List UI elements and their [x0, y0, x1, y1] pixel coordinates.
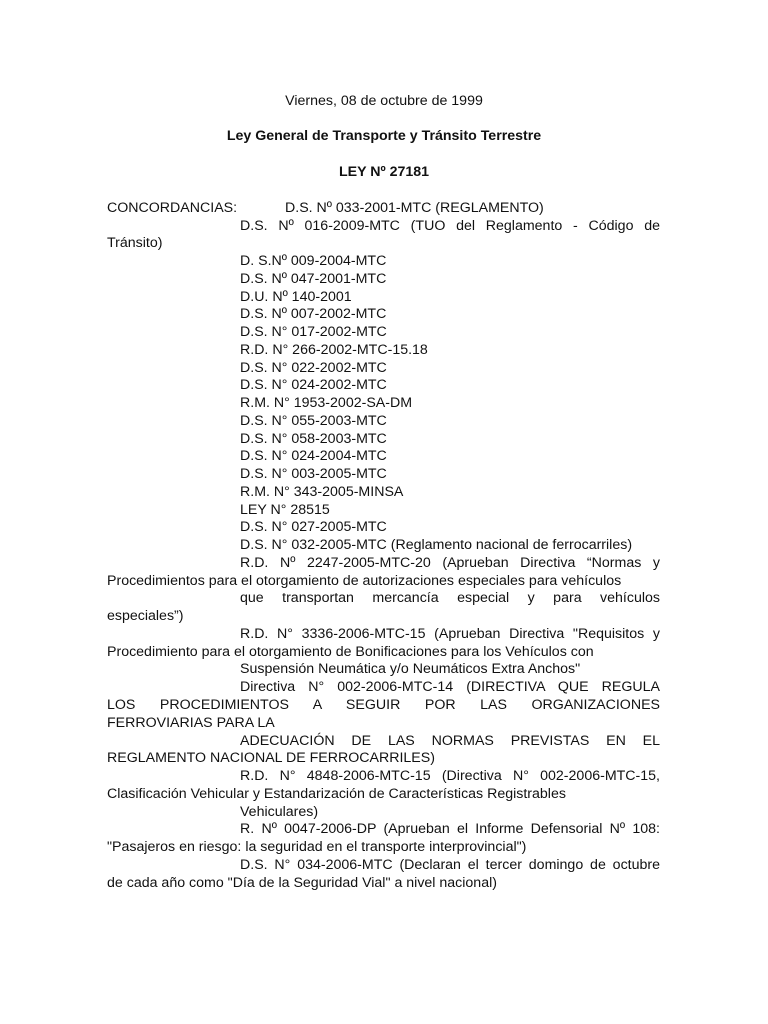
concordancia-line: D.S. N° 027-2005-MTC	[240, 519, 387, 535]
concordancia-line: D.S. Nº 016-2009-MTC (TUO del Reglamento - Código de	[240, 218, 660, 234]
concordancia-line: D. S.Nº 009-2004-MTC	[240, 253, 387, 269]
concordancia-line: D.S. N° 024-2002-MTC	[240, 377, 387, 393]
concordancia-line: LEY N° 28515	[240, 502, 330, 518]
concordancia-first: D.S. Nº 033-2001-MTC (REGLAMENTO)	[285, 200, 544, 216]
concordancia-line: D.S. N° 055-2003-MTC	[240, 413, 387, 429]
concordancia-line: D.S. N° 058-2003-MTC	[240, 431, 387, 447]
concordancia-line: Directiva N° 002-2006-MTC-14 (DIRECTIVA QUE REGULA	[240, 679, 660, 695]
concordancias-label: CONCORDANCIAS:	[107, 200, 238, 216]
concordancia-line: D.S. Nº 047-2001-MTC	[240, 271, 387, 287]
concordancia-line: R.M. N° 343-2005-MINSA	[240, 484, 404, 500]
concordancia-line: D.S. N° 024-2004-MTC	[240, 448, 387, 464]
concordancia-line: R.D. N° 3336-2006-MTC-15 (Aprueban Directiva "Requisitos y	[240, 626, 660, 642]
concordancia-line: ADECUACIÓN DE LAS NORMAS PREVISTAS EN EL	[240, 733, 660, 749]
concordancia-line: Procedimiento para el otorgamiento de Bonificaciones para los Vehículos con	[107, 644, 594, 660]
concordancia-line: D.S. N° 022-2002-MTC	[240, 360, 387, 376]
document-date: Viernes, 08 de octubre de 1999	[285, 93, 483, 109]
concordancia-line: Clasificación Vehicular y Estandarización de Características Registrables	[107, 786, 566, 802]
concordancia-line: D.S. N° 034-2006-MTC (Declaran el tercer domingo de octubre	[240, 857, 660, 873]
concordancia-line: especiales”)	[107, 608, 184, 624]
concordancia-line: D.S. Nº 007-2002-MTC	[240, 306, 387, 322]
concordancia-line: D.S. N° 003-2005-MTC	[240, 466, 387, 482]
concordancia-line: que transportan mercancía especial y para vehículos	[240, 590, 660, 606]
concordancia-line: D.S. N° 017-2002-MTC	[240, 324, 387, 340]
concordancia-line: R.M. N° 1953-2002-SA-DM	[240, 395, 413, 411]
concordancia-line: R.D. Nº 2247-2005-MTC-20 (Aprueban Directiva “Normas y	[240, 555, 660, 571]
concordancia-line: D.U. Nº 140-2001	[240, 289, 352, 305]
concordancia-line: Procedimientos para el otorgamiento de autorizaciones especiales para vehículos	[107, 573, 622, 589]
concordancia-line: "Pasajeros en riesgo: la seguridad en el transporte interprovincial")	[107, 839, 527, 855]
concordancia-line: Vehiculares)	[240, 804, 319, 820]
concordancia-line: de cada año como "Día de la Seguridad Vial" a nivel nacional)	[107, 875, 497, 891]
concordancia-line: R.D. N° 4848-2006-MTC-15 (Directiva N° 002-2006-MTC-15,	[240, 768, 660, 784]
concordancias-header	[107, 199, 660, 217]
concordancia-line: R.D. N° 266-2002-MTC-15.18	[240, 342, 428, 358]
law-title: Ley General de Transporte y Tránsito Terrestre	[226, 128, 542, 144]
concordancia-line: Tránsito)	[107, 235, 163, 251]
concordancia-line: Suspensión Neumática y/o Neumáticos Extra Anchos"	[240, 661, 581, 677]
concordancia-line: LOS PROCEDIMIENTOS A SEGUIR POR LAS ORGANIZACIONES	[107, 697, 660, 713]
concordancia-line: FERROVIARIAS PARA LA	[107, 715, 275, 731]
law-number: LEY Nº 27181	[338, 164, 430, 180]
concordancia-line: REGLAMENTO NACIONAL DE FERROCARRILES)	[107, 750, 435, 766]
concordancia-line: R. Nº 0047-2006-DP (Aprueban el Informe Defensorial Nº 108:	[240, 821, 660, 837]
concordancia-line: D.S. N° 032-2005-MTC (Reglamento nacional de ferrocarriles)	[240, 537, 633, 553]
